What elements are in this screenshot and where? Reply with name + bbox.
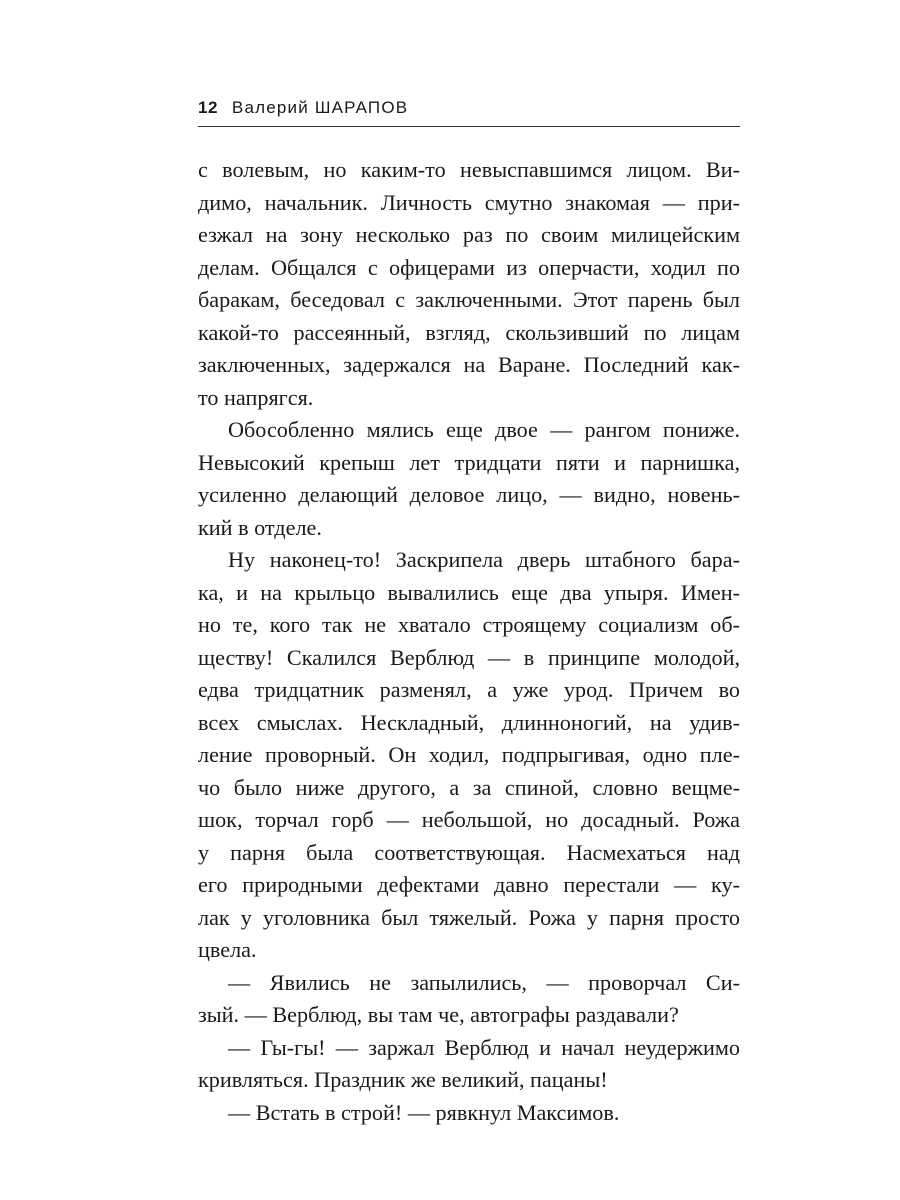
- text-line: но те, кого так не хватало строящему социализм об-: [198, 612, 740, 637]
- text-line: шок, торчал горб — небольшой, но досадный. Рожа: [198, 807, 740, 832]
- body-text: [198, 154, 740, 1129]
- text-line: его природными дефектами давно перестали — ку-: [198, 872, 740, 897]
- running-header: [198, 96, 740, 127]
- text-line: какой-то рассеянный, взгляд, скользивший по лицам: [198, 319, 740, 345]
- text-line: ление проворный. Он ходил, подпрыгивая, одно пле-: [198, 742, 740, 767]
- paragraph: [198, 1032, 740, 1097]
- text-line: ществу! Скалился Верблюд — в принципе молодой,: [198, 644, 740, 670]
- paragraph: [198, 414, 740, 544]
- text-line: Невысокий крепыш лет тридцати пяти и парнишка,: [198, 449, 740, 475]
- paragraph: [198, 544, 740, 967]
- text-line: кривляться. Праздник же великий, пацаны!: [198, 1067, 608, 1092]
- text-line: цвела.: [198, 937, 257, 962]
- text-line: Ну наконец-то! Заскрипела дверь штабного бара-: [228, 547, 740, 572]
- text-line: лак у уголовника был тяжелый. Рожа у парня просто: [198, 904, 740, 930]
- text-line: кий в отделе.: [198, 514, 322, 540]
- paragraph: [198, 154, 740, 414]
- page-number: 12: [198, 98, 218, 117]
- text-line: димо, начальник. Личность смутно знакомая — при-: [198, 189, 740, 215]
- text-line: то напрягся.: [198, 384, 314, 410]
- text-line: Обособленно мялись еще двое — рангом пониже.: [228, 417, 740, 442]
- text-line: — Встать в строй! — рявкнул Максимов.: [228, 1099, 620, 1125]
- paragraph: [198, 967, 740, 1032]
- author-name: Валерий ШАРАПОВ: [231, 98, 409, 117]
- text-line: усиленно делающий деловое лицо, — видно, новень-: [198, 482, 740, 507]
- text-line: — Явились не запылились, — проворчал Си-: [228, 969, 740, 995]
- text-line: заключенных, задержался на Варане. Последний как-: [198, 352, 740, 377]
- paragraph: [198, 1097, 740, 1130]
- text-line: зый. — Верблюд, вы там че, автографы раздавали?: [198, 1002, 679, 1027]
- text-line: всех смыслах. Нескладный, длинноногий, на удив-: [198, 709, 740, 735]
- text-line: езжал на зону несколько раз по своим милицейским: [198, 222, 740, 247]
- text-line: у парня была соответствующая. Насмехаться над: [198, 839, 740, 865]
- text-line: — Гы-гы! — заржал Верблюд и начал неудержимо: [228, 1034, 740, 1060]
- text-line: делам. Общался с офицерами из оперчасти, ходил по: [198, 254, 740, 280]
- text-line: едва тридцатник разменял, а уже урод. Причем во: [198, 677, 740, 702]
- text-line: чо было ниже другого, а за спиной, словно вещме-: [198, 774, 740, 800]
- text-line: с волевым, но каким-то невыспавшимся лицом. Ви-: [198, 157, 740, 182]
- text-line: ка, и на крыльцо вывалились еще два упыря. Имен-: [198, 579, 740, 605]
- text-line: баракам, беседовал с заключенными. Этот парень был: [198, 287, 740, 312]
